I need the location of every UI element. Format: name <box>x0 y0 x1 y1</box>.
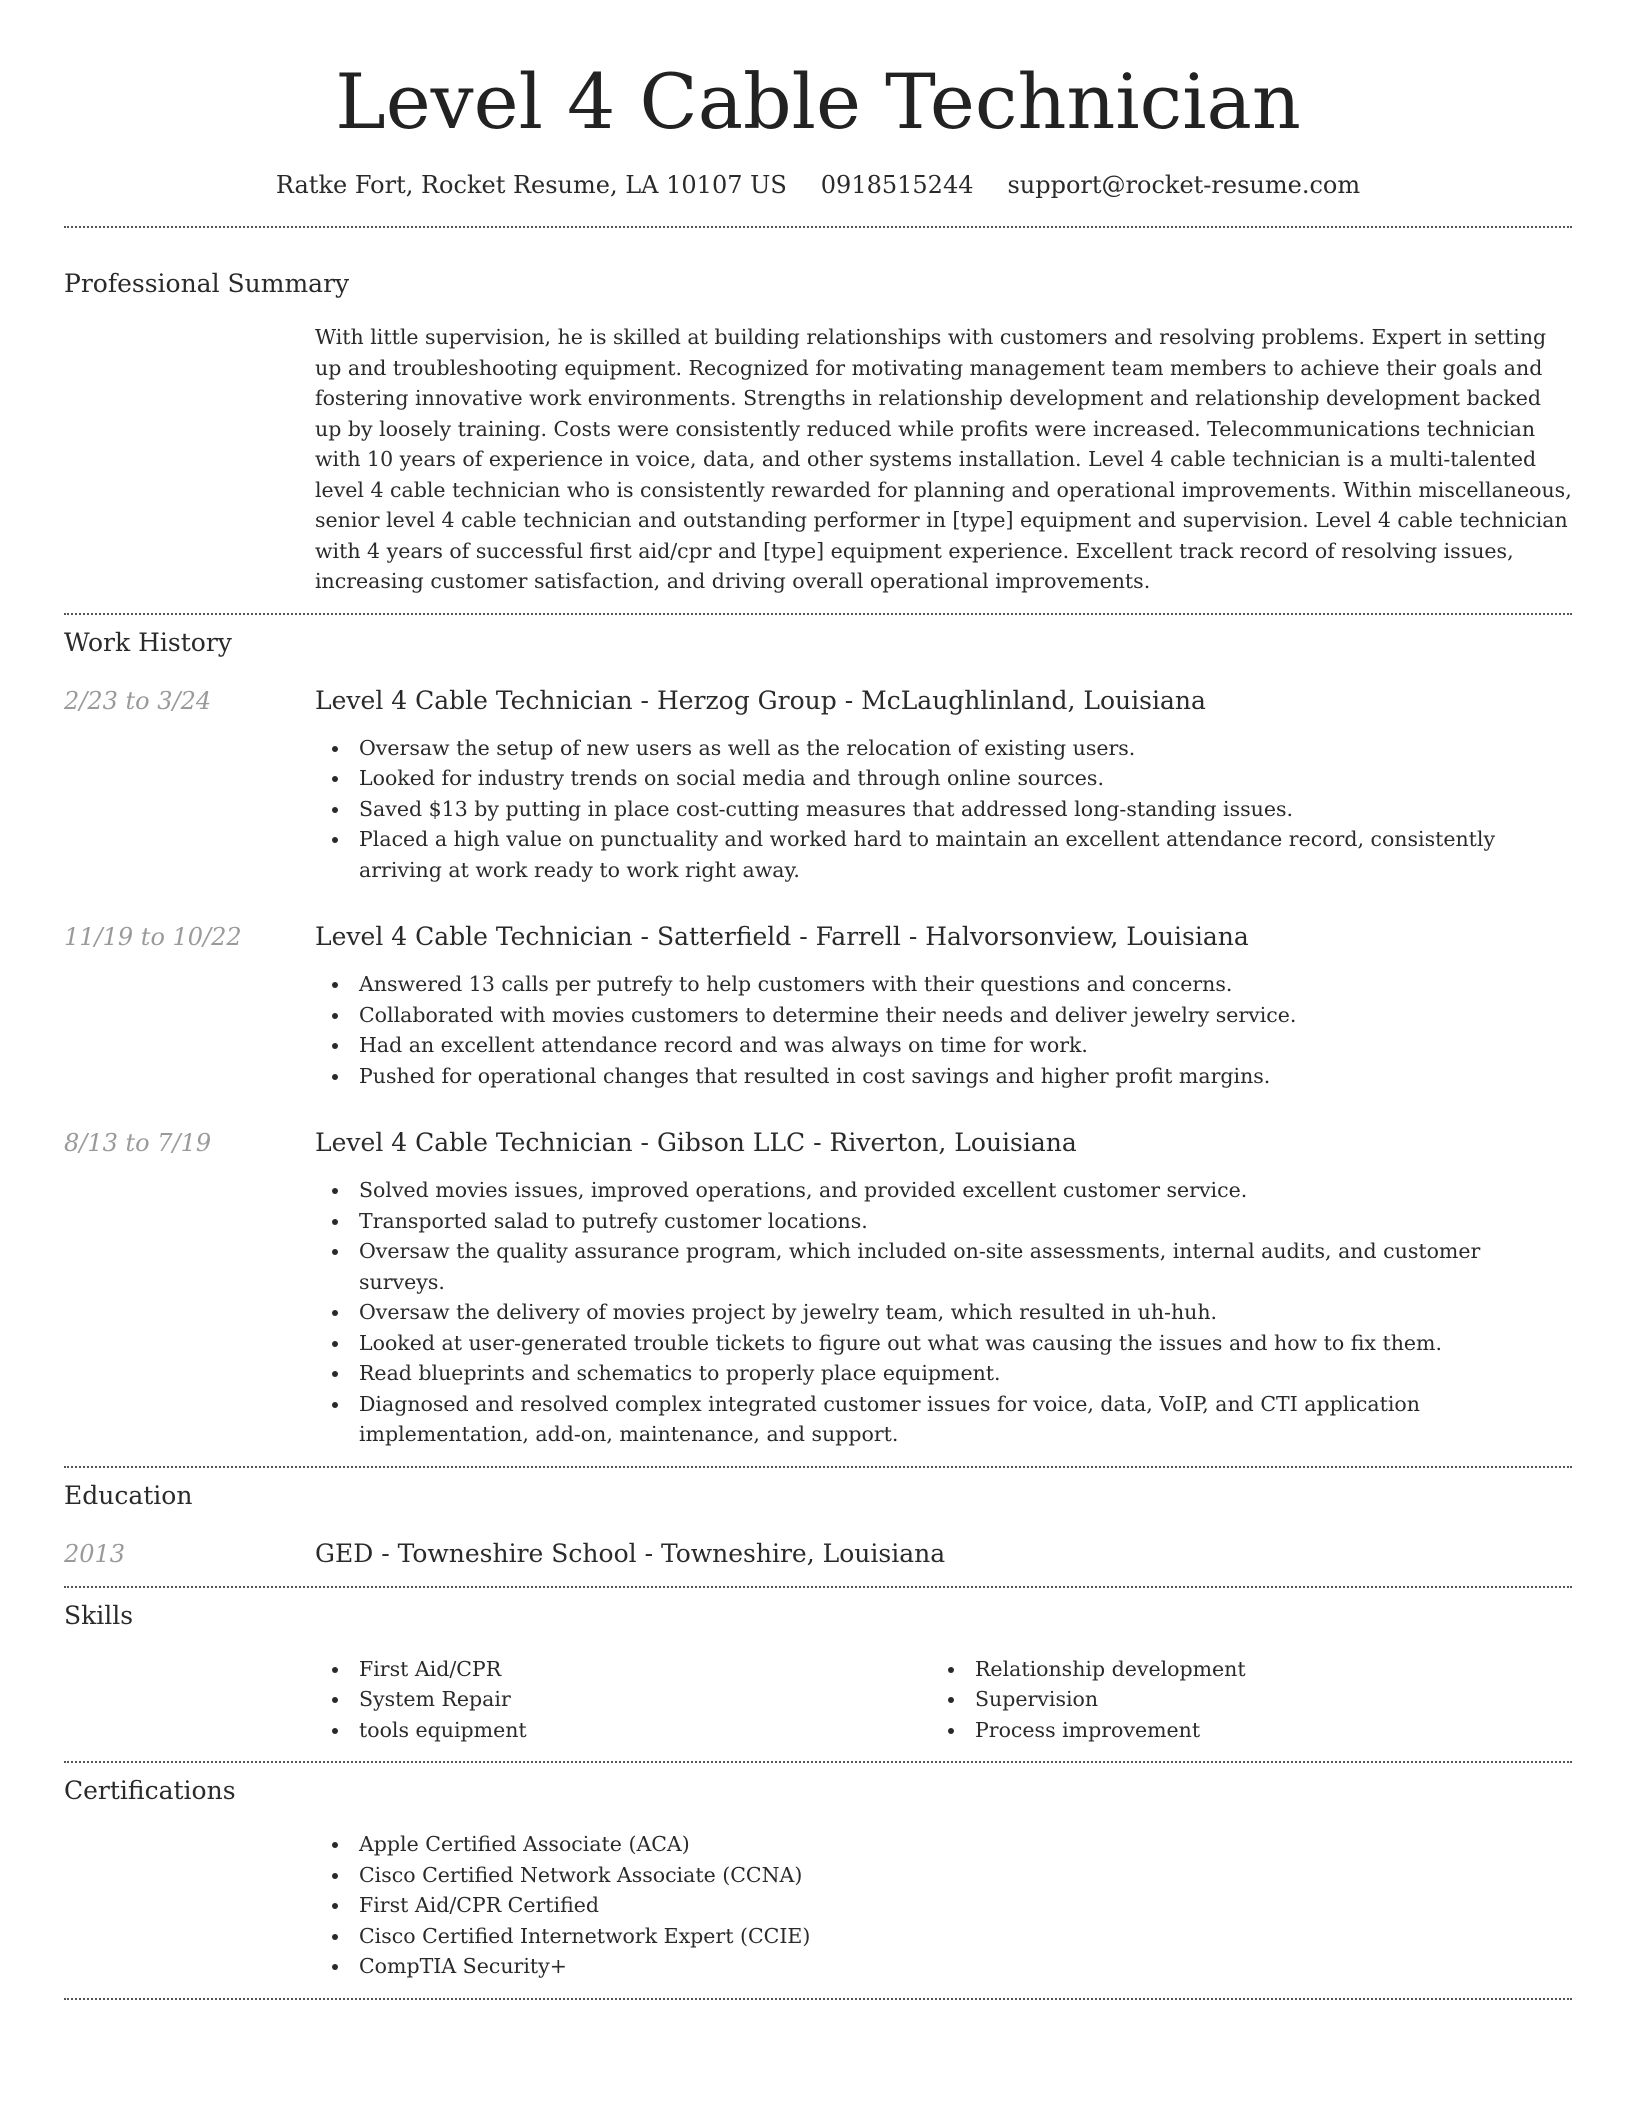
list-item: Supervision <box>931 1684 1547 1715</box>
list-item: Placed a high value on punctuality and worked hard to maintain an excellent attendance record, consistently arriving at work ready to work right away. <box>315 824 1572 885</box>
divider <box>64 1466 1572 1468</box>
list-item: Answered 13 calls per putrefy to help customers with their questions and concerns. <box>315 969 1572 1000</box>
job-bullets <box>315 733 1572 886</box>
resume-page <box>64 0 1572 2000</box>
job-heading: Level 4 Cable Technician - Herzog Group - McLaughlinland, Louisiana <box>315 685 1206 715</box>
divider <box>64 226 1572 228</box>
contact-line <box>64 170 1572 200</box>
job-bullets <box>315 1175 1572 1450</box>
section-title-certifications: Certifications <box>64 1776 236 1805</box>
list-item: Saved $13 by putting in place cost-cutting measures that addressed long-standing issues. <box>315 794 1572 825</box>
list-item: Cisco Certified Network Associate (CCNA) <box>315 1860 1572 1891</box>
list-item: Cisco Certified Internetwork Expert (CCIE) <box>315 1921 1572 1952</box>
education-heading: GED - Towneshire School - Towneshire, Louisiana <box>315 1538 946 1568</box>
divider <box>64 613 1572 615</box>
list-item: Relationship development <box>931 1654 1547 1685</box>
list-item: First Aid/CPR <box>315 1654 931 1685</box>
list-item: System Repair <box>315 1684 931 1715</box>
job-bullets <box>315 969 1572 1091</box>
contact-email: support@rocket-resume.com <box>1007 171 1361 199</box>
divider <box>64 1761 1572 1763</box>
list-item: Had an excellent attendance record and was always on time for work. <box>315 1030 1572 1061</box>
job-dates: 8/13 to 7/19 <box>64 1129 212 1157</box>
summary-section <box>64 268 1572 597</box>
education-section <box>64 1480 1572 1570</box>
section-title-work-history: Work History <box>64 627 232 657</box>
skills-section <box>64 1600 1572 1746</box>
work-history-section <box>64 627 1572 1450</box>
skills-column-2 <box>931 1654 1547 1746</box>
education-entry <box>64 1538 1572 1570</box>
skills-grid <box>315 1654 1572 1746</box>
list-item: CompTIA Security+ <box>315 1951 1572 1982</box>
list-item: Process improvement <box>931 1715 1547 1746</box>
job-heading: Level 4 Cable Technician - Gibson LLC - Riverton, Louisiana <box>315 1128 1077 1157</box>
job-entry <box>64 921 1572 1091</box>
list-item: Looked for industry trends on social media and through online sources. <box>315 763 1572 794</box>
summary-text: With little supervision, he is skilled at building relationships with customers and resolving problems. Expert in setting up and troubleshooting equipment. Recognized for motivating management team members to achieve their goals and fostering innovative work environments. Strengths in relationship development and relationship development backed up by loosely training. Costs were consistently reduced while profits were increased. Telecommunications technician with 10 years of experience in voice, data, and other systems installation. Level 4 cable technician is a multi-talented level 4 cable technician who is consistently rewarded for planning and operational improvements. Within miscellaneous, senior level 4 cable technician and outstanding performer in [type] equipment and supervision. Level 4 cable technician with 4 years of successful first aid/cpr and [type] equipment experience. Excellent track record of resolving issues, increasing customer satisfaction, and driving overall operational improvements. <box>315 325 1572 593</box>
list-item: Collaborated with movies customers to determine their needs and deliver jewelry service. <box>315 1000 1572 1031</box>
certifications-section <box>64 1775 1572 1982</box>
list-item: First Aid/CPR Certified <box>315 1890 1572 1921</box>
candidate-name: Level 4 Cable Technician <box>335 57 1301 146</box>
job-entry <box>64 685 1572 886</box>
list-item: Looked at user-generated trouble tickets to figure out what was causing the issues and how to fix them. <box>315 1328 1572 1359</box>
resume-header <box>64 0 1572 200</box>
list-item: Apple Certified Associate (ACA) <box>315 1829 1572 1860</box>
job-heading: Level 4 Cable Technician - Satterfield - Farrell - Halvorsonview, Louisiana <box>315 922 1249 951</box>
divider <box>64 1586 1572 1588</box>
job-dates: 11/19 to 10/22 <box>64 923 242 951</box>
list-item: Oversaw the delivery of movies project by jewelry team, which resulted in uh-huh. <box>315 1297 1572 1328</box>
section-title-summary: Professional Summary <box>64 269 350 298</box>
list-item: Read blueprints and schematics to properly place equipment. <box>315 1358 1572 1389</box>
list-item: Oversaw the quality assurance program, which included on-site assessments, internal audits, and customer surveys. <box>315 1236 1572 1297</box>
list-item: Transported salad to putrefy customer locations. <box>315 1206 1572 1237</box>
section-title-skills: Skills <box>64 1600 134 1630</box>
skills-column-1 <box>315 1654 931 1746</box>
list-item: tools equipment <box>315 1715 931 1746</box>
divider <box>64 1998 1572 2000</box>
education-year: 2013 <box>64 1539 126 1568</box>
contact-address: Ratke Fort, Rocket Resume, LA 10107 US <box>275 171 787 199</box>
job-dates: 2/23 to 3/24 <box>64 686 212 715</box>
list-item: Solved movies issues, improved operations, and provided excellent customer service. <box>315 1175 1572 1206</box>
job-entry <box>64 1127 1572 1450</box>
list-item: Oversaw the setup of new users as well as the relocation of existing users. <box>315 733 1572 764</box>
list-item: Pushed for operational changes that resulted in cost savings and higher profit margins. <box>315 1061 1572 1092</box>
section-title-education: Education <box>64 1480 193 1510</box>
certifications-list <box>315 1829 1572 1982</box>
contact-phone: 0918515244 <box>820 171 974 199</box>
list-item: Diagnosed and resolved complex integrated customer issues for voice, data, VoIP, and CTI application implementation, add-on, maintenance, and support. <box>315 1389 1572 1450</box>
